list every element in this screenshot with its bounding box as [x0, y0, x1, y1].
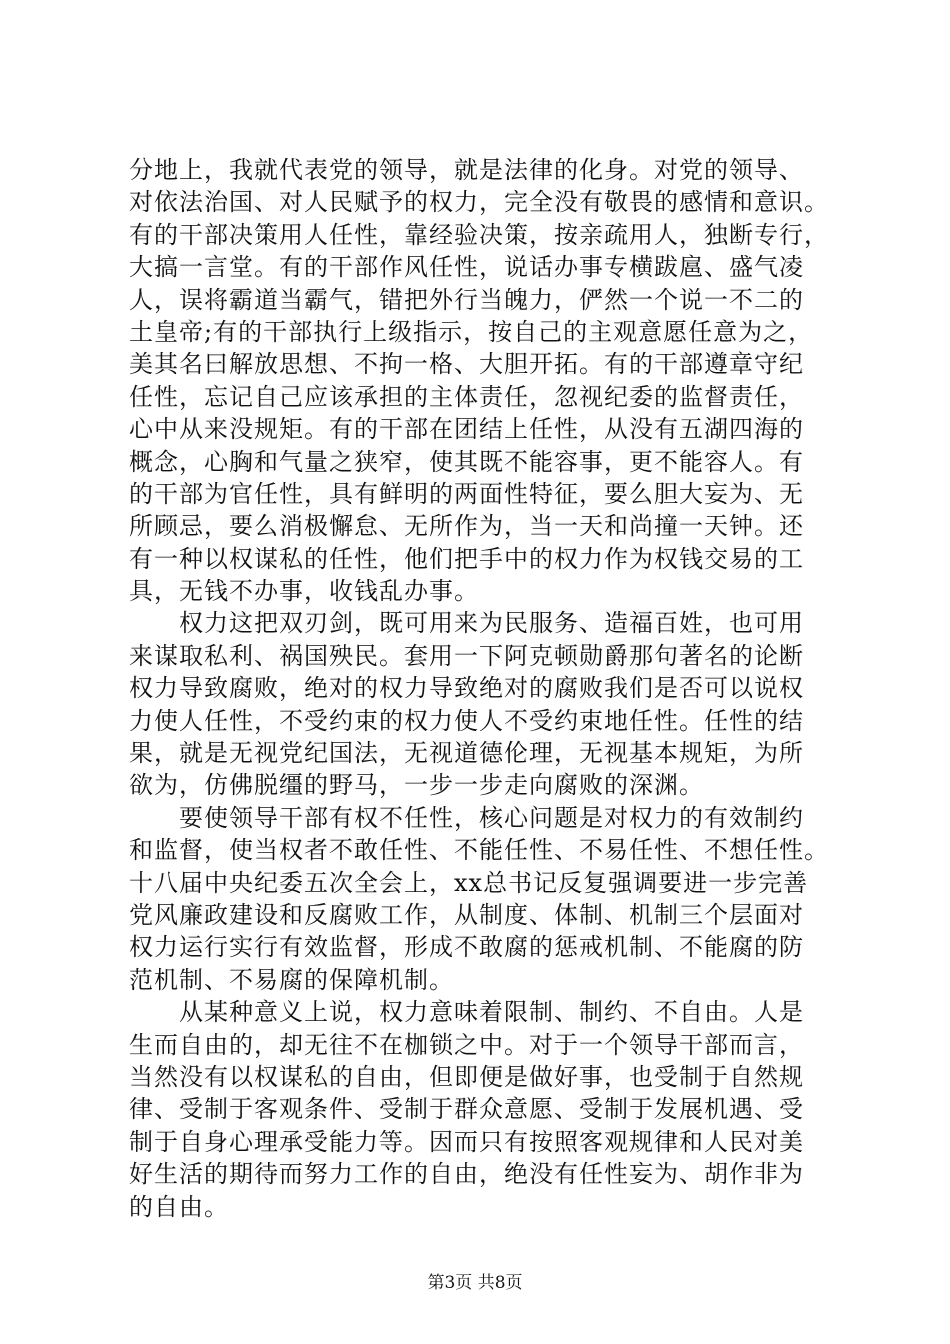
text-line: 所顾忌，要么消极懈怠、无所作为，当一天和尚撞一天钟。还 — [129, 512, 804, 541]
text-line: 心中从来没规矩。有的干部在团结上任性，从没有五湖四海的 — [129, 415, 804, 444]
text-line: 要使领导干部有权不任性，核心问题是对权力的有效制约 — [129, 803, 804, 832]
text-line: 美其名曰解放思想、不拘一格、大胆开拓。有的干部遵章守纪 — [129, 350, 804, 379]
text-line: 权力运行实行有效监督，形成不敢腐的惩戒机制、不能腐的防 — [129, 933, 804, 962]
text-line: 制于自身心理承受能力等。因而只有按照客观规律和人民对美 — [129, 1127, 804, 1156]
text-line: 来谋取私利、祸国殃民。套用一下阿克顿勋爵那句著名的论断 — [129, 641, 804, 670]
text-line: 分地上，我就代表党的领导，就是法律的化身。对党的领导、 — [129, 156, 804, 184]
text-line: 十八届中央纪委五次全会上，xx总书记反复强调要进一步完善 — [129, 868, 809, 897]
text-line: 力使人任性，不受约束的权力使人不受约束地任性。任性的结 — [129, 706, 804, 735]
text-line: 好生活的期待而努力工作的自由，绝没有任性妄为、胡作非为 — [129, 1160, 804, 1189]
text-line: 的自由。 — [129, 1192, 229, 1221]
page-footer: 第3页 共8页 — [427, 1273, 523, 1293]
text-line: 律、受制于客观条件、受制于群众意愿、受制于发展机遇、受 — [129, 1095, 804, 1124]
text-line: 当然没有以权谋私的自由，但即便是做好事，也受制于自然规 — [129, 1062, 804, 1091]
text-line: 从某种意义上说，权力意味着限制、制约、不自由。人是 — [129, 998, 804, 1027]
text-line: 的干部为官任性，具有鲜明的两面性特征，要么胆大妄为、无 — [129, 479, 804, 508]
text-line: 任性，忘记自己应该承担的主体责任，忽视纪委的监督责任， — [129, 382, 804, 411]
text-line: 和监督，使当权者不敢任性、不能任性、不易任性、不想任性。 — [129, 836, 829, 865]
text-line: 党风廉政建设和反腐败工作，从制度、体制、机制三个层面对 — [129, 900, 804, 929]
text-line: 有一种以权谋私的任性，他们把手中的权力作为权钱交易的工 — [129, 544, 804, 573]
text-line: 大搞一言堂。有的干部作风任性，说话办事专横跋扈、盛气凌 — [129, 253, 804, 282]
text-line: 概念，心胸和气量之狭窄，使其既不能容事，更不能容人。有 — [129, 447, 804, 476]
text-line: 有的干部决策用人任性，靠经验决策，按亲疏用人，独断专行， — [129, 220, 829, 249]
text-line: 具，无钱不办事，收钱乱办事。 — [129, 577, 479, 606]
text-line: 人，误将霸道当霸气，错把外行当魄力，俨然一个说一不二的 — [129, 285, 804, 314]
text-line: 土皇帝;有的干部执行上级指示，按自己的主观意愿任意为之， — [129, 317, 814, 346]
text-line: 对依法治国、对人民赋予的权力，完全没有敬畏的感情和意识。 — [129, 188, 829, 217]
text-line: 范机制、不易腐的保障机制。 — [129, 965, 454, 994]
text-line: 果，就是无视党纪国法，无视道德伦理，无视基本规矩，为所 — [129, 739, 804, 768]
text-line: 权力导致腐败，绝对的权力导致绝对的腐败我们是否可以说权 — [129, 674, 804, 703]
text-line: 权力这把双刃剑，既可用来为民服务、造福百姓，也可用 — [129, 609, 804, 638]
text-line: 欲为，仿佛脱缰的野马，一步一步走向腐败的深渊。 — [129, 771, 704, 800]
body-text — [129, 154, 829, 1223]
text-line: 生而自由的，却无往不在枷锁之中。对于一个领导干部而言， — [129, 1030, 804, 1059]
